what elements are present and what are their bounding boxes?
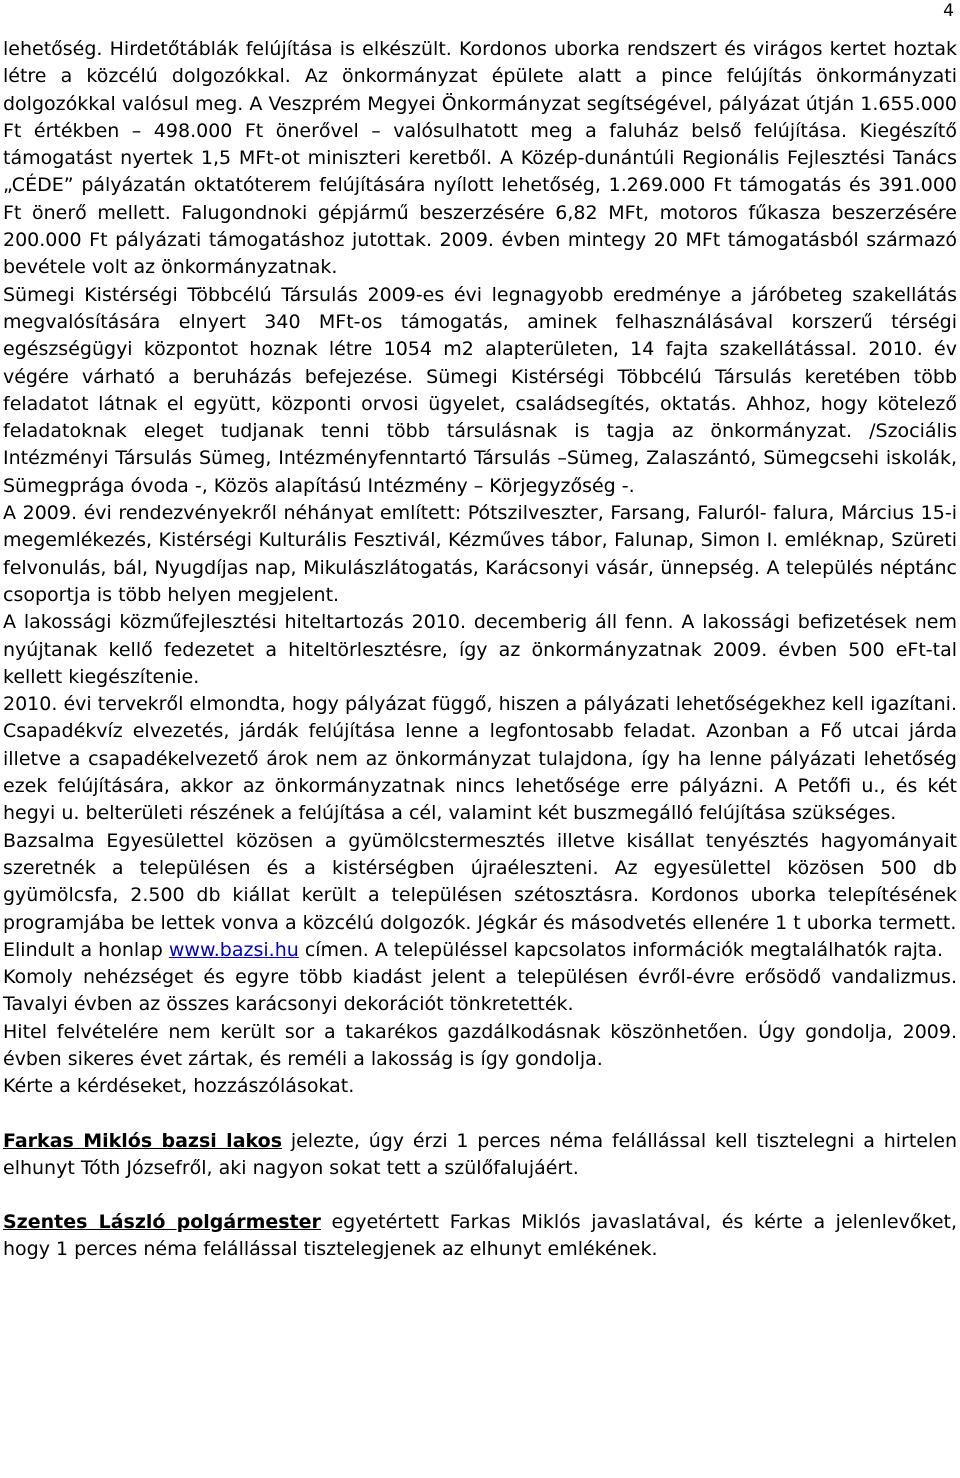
paragraph-spacer	[3, 1182, 957, 1209]
paragraph-microregion: Sümegi Kistérségi Többcélú Társulás 2009-es évi legnagyobb eredménye a járóbeteg szakellátás megvalósítására elnyert 340 MFt-os támogatás, aminek felhasználásával korszerű térségi egészségügyi központot hoznak létre 1054 m2 alapterületen, 14 fajta szakellátással. 2010. év végére várható a beruházás befejezése. Sümegi Kistérségi Többcélú Társulás keretében több feladatot látnak el együtt, központi orvosi ügyelet, családsegítés, oktatás. Ahhoz, hogy kötelező feladatoknak eleget tudjanak tenni több társulásnak is tagja az önkormányzat. /Szociális Intézményi Társulás Sümeg, Intézményfenntartó Társulás –Sümeg, Zalaszántó, Sümegcsehi iskolák, Sümegprága óvoda -, Közös alapítású Intézmény – Körjegyzőség -.	[3, 283, 957, 497]
paragraph-website	[3, 937, 957, 964]
website-text-before: Elindult a honlap	[3, 938, 169, 961]
paragraph-association: Bazsalma Egyesülettel közösen a gyümölcstermesztés illetve kisállat tenyésztés hagyományait szeretnék a településen és a kistérségben újraéleszteni. Az egyesülettel közösen 500 db gyümölcsfa, 2.500 db kiállat került a településen szétosztásra. Kordonos uborka telepítésének programjába be lettek vonva a közcélú dolgozók. Jégkár és másodvetés ellenére 1 t uborka termett.	[3, 829, 957, 934]
website-text-after: címen. A településsel kapcsolatos információk megtalálhatók rajta.	[298, 938, 944, 961]
paragraph-loan: A lakossági közműfejlesztési hiteltartozás 2010. decemberig áll fenn. A lakossági befizetések nem nyújtanak kellő fedezetet a hiteltörlesztésre, így az önkormányzatnak 2009. évben 500 eFt-tal kellett kiegészítenie.	[3, 611, 957, 688]
speaker-2-text: egyetértett Farkas Miklós javaslatával, és kérte a jelenlevőket, hogy 1 perces néma felállással tisztelegjenek az elhunyt emlékének.	[3, 1211, 957, 1261]
body-text	[3, 36, 957, 1264]
speaker-1-name: Farkas Miklós bazsi lakos	[3, 1129, 283, 1152]
paragraph-spacer	[3, 1101, 957, 1128]
paragraph-speaker-1	[3, 1128, 957, 1183]
website-link[interactable]: www.bazsi.hu	[168, 938, 299, 961]
paragraph-events: A 2009. évi rendezvényekről néhányat említett: Pótszilveszter, Farsang, Faluról- falura, Március 15-i megemlékezés, Kistérségi Kulturális Fesztivál, Kézműves tábor, Falunap, Simon I. emléknap, Szüreti felvonulás, bál, Nyugdíjas nap, Mikulászlátogatás, Karácsonyi vásár, ünnepség. A település néptánc csoportja is több helyen megjelent.	[3, 502, 957, 606]
paragraph-credit: Hitel felvételére nem került sor a takarékos gazdálkodásnak köszönhetően. Úgy gondolja, 2009. évben sikeres évet zártak, és reméli a lakosság is így gondolja.	[3, 1020, 957, 1070]
speaker-2-name: Szentes László polgármester	[3, 1211, 321, 1234]
paragraph-vandalism: Komoly nehézséget és egyre több kiadást jelent a településen évről-évre erősödő vandalizmus. Tavalyi évben az összes karácsonyi dekorációt tönkretették.	[3, 966, 957, 1016]
paragraph-plans-2010: 2010. évi tervekről elmondta, hogy pályázat függő, hiszen a pályázati lehetőségekhez kell igazítani. Csapadékvíz elvezetés, járdák felújítása lenne a legfontosabb feladat. Azonban a Fő utcai járda illetve a csapadékelvezető árok nem az önkormányzat tulajdona, így ha lenne pályázati lehetőség ezek felújítására, akkor az önkormányzatnak nincs lehetősége erre pályázni. A Petőfi u., és két hegyi u. belterületi részének a felújítása a cél, valamint két buszmegálló felújítása szükséges.	[3, 693, 957, 825]
paragraph-questions: Kérte a kérdéseket, hozzászólásokat.	[3, 1075, 355, 1098]
paragraph-speaker-2	[3, 1209, 957, 1264]
speaker-1-text: jelezte, úgy érzi 1 perces néma felállással kell tisztelegni a hirtelen elhunyt Tóth Józsefről, aki nagyon sokat tett a szülőfalujáért.	[3, 1129, 957, 1179]
page-number: 4	[943, 1, 954, 21]
paragraph-projects: lehetőség. Hirdetőtáblák felújítása is elkészült. Kordonos uborka rendszert és virágos kertet hoztak létre a közcélú dolgozókkal. Az önkormányzat épülete alatt a pince felújítás önkormányzati dolgozókkal valósul meg. A Veszprém Megyei Önkormányzat segítségével, pályázat útján 1.655.000 Ft értékben – 498.000 Ft önerővel – valósulhatott meg a faluház belső felújítása. Kiegészítő támogatást nyertek 1,5 MFt-ot miniszteri keretből. A Közép-dunántúli Regionális Fejlesztési Tanács „CÉDE” pályázatán oktatóterem felújítására nyílott lehetőség, 1.269.000 Ft támogatás és 391.000 Ft önerő mellett. Falugondnoki gépjármű beszerzésére 6,82 MFt, motoros fűkasza beszerzésére 200.000 Ft pályázati támogatáshoz jutottak. 2009. évben mintegy 20 MFt támogatásból származó bevétele volt az önkormányzatnak.	[3, 38, 957, 279]
